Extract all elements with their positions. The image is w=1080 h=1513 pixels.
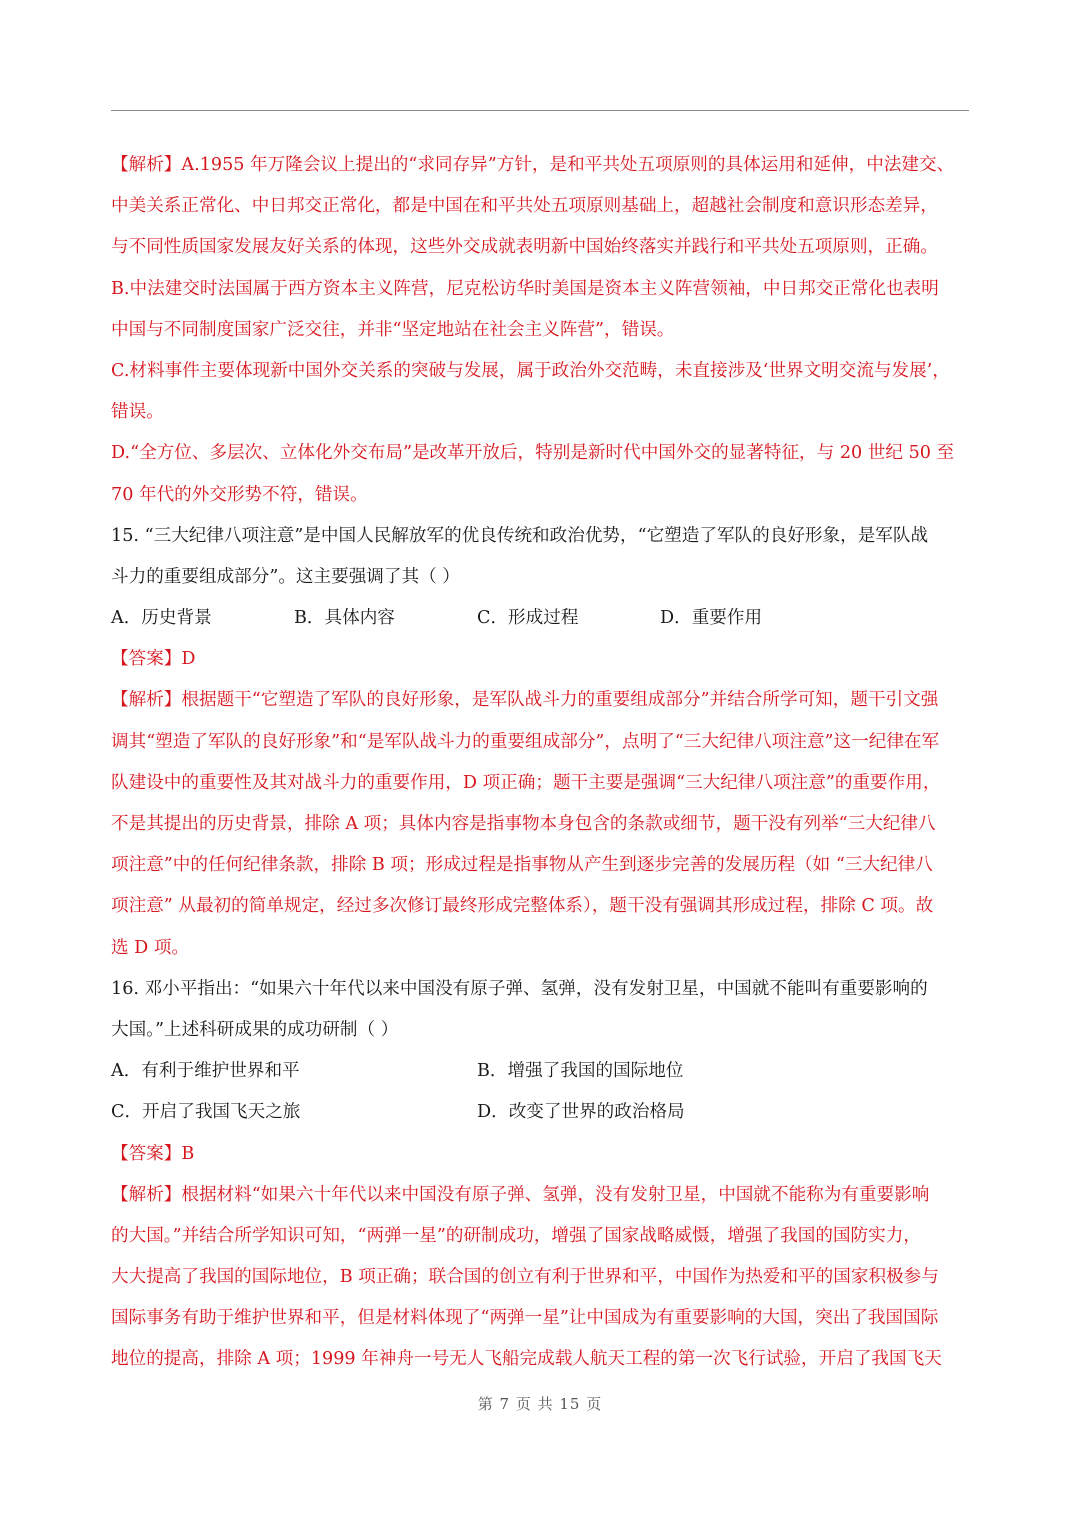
analysis-line: 【解析】根据题干“它塑造了军队的良好形象，是军队战斗力的重要组成部分”并结合所学可知，题干引文强 [111, 690, 939, 711]
analysis-tag: 【解析】 [111, 690, 182, 711]
page-content [111, 145, 971, 1381]
analysis-line: 【解析】根据材料“如果六十年代以来中国没有原子弹、氢弹，没有发射卫星，中国就不能称为有重要影响 [111, 1184, 930, 1205]
question-15-stem: 斗力的重要组成部分”。这主要强调了其（ ） [111, 566, 460, 587]
option-b: B．增强了我国的国际地位 [477, 1061, 684, 1082]
question-15-stem: 15. “三大纪律八项注意”是中国人民解放军的优良传统和政治优势，“它塑造了军队的良好形象，是军队战 [111, 525, 929, 546]
analysis-line: 错误。 [111, 402, 164, 423]
question-15-answer [111, 639, 971, 680]
answer-tag: 【答案】 [111, 1143, 182, 1164]
option-b: B．具体内容 [294, 608, 395, 629]
analysis-line: 【解析】A.1955 年万隆会议上提出的“求同存异”方针，是和平共处五项原则的具体运用和延伸，中法建交、 [111, 155, 955, 175]
analysis-line: 项注意”中的任何纪律条款，排除 B 项；形成过程是指事物从产生到逐步完善的发展历程（如 “三大纪律八 [111, 855, 933, 876]
header-rule [111, 110, 969, 111]
option-c: C．开启了我国飞天之旅 [111, 1102, 301, 1123]
option-a: A．历史背景 [111, 608, 212, 629]
option-d: D．重要作用 [660, 608, 763, 629]
analysis-line: B.中法建交时法国属于西方资本主义阵营，尼克松访华时美国是资本主义阵营领袖，中日邦交正常化也表明 [111, 278, 939, 299]
analysis-line: 项注意” 从最初的简单规定，经过多次修订最终形成完整体系），题干没有强调其形成过程，排除 C 项。故 [111, 896, 934, 917]
option-d: D．改变了世界的政治格局 [477, 1102, 685, 1123]
page-number-footer: 第 7 页 共 15 页 [477, 1395, 603, 1413]
question-16-answer [111, 1134, 971, 1175]
analysis-line: 中国与不同制度国家广泛交往，并非“坚定地站在社会主义阵营”，错误。 [111, 319, 675, 340]
analysis-line: 与不同性质国家发展友好关系的体现，这些外交成就表明新中国始终落实并践行和平共处五项原则，正确。 [111, 237, 938, 258]
analysis-tag: 【解析】 [111, 1184, 182, 1205]
option-c: C．形成过程 [477, 608, 579, 629]
analysis-tag: 【解析】 [111, 155, 182, 175]
answer-value: D [181, 649, 196, 670]
question-16-options [111, 1092, 971, 1133]
answer-value: B [181, 1143, 195, 1164]
analysis-line: D.“全方位、多层次、立体化外交布局”是改革开放后，特别是新时代中国外交的显著特征，与 20 世纪 50 至 [111, 443, 955, 464]
question-16-options [111, 1051, 971, 1092]
analysis-line: C.材料事件主要体现新中国外交关系的突破与发展，属于政治外交范畴，未直接涉及‘世界文明交流与发展’， [111, 360, 950, 381]
analysis-line: 选 D 项。 [111, 937, 190, 958]
option-a: A．有利于维护世界和平 [111, 1061, 300, 1082]
analysis-line: 大大提高了我国的国际地位，B 项正确；联合国的创立有利于世界和平，中国作为热爱和平的国家积极参与 [111, 1267, 939, 1288]
analysis-line: 队建设中的重要性及其对战斗力的重要作用，D 项正确；题干主要是强调“三大纪律八项注意”的重要作用， [111, 772, 941, 793]
analysis-line: 的大国。”并结合所学知识可知，“两弹一星”的研制成功，增强了国家战略威慑，增强了我国的国防实力， [111, 1225, 921, 1246]
answer-tag: 【答案】 [111, 649, 182, 670]
analysis-line: 不是其提出的历史背景，排除 A 项；具体内容是指事物本身包含的条款或细节，题干没有列举“三大纪律八 [111, 814, 936, 834]
analysis-line: 国际事务有助于维护世界和平，但是材料体现了“两弹一星”让中国成为有重要影响的大国，突出了我国国际 [111, 1308, 939, 1329]
analysis-line: 调其“塑造了军队的良好形象”和“是军队战斗力的重要组成部分”，点明了“三大纪律八项注意”这一纪律在军 [111, 731, 940, 752]
analysis-line: 70 年代的外交形势不符，错误。 [111, 484, 368, 505]
question-16-stem: 大国。”上述科研成果的成功研制（ ） [111, 1019, 399, 1040]
question-16-stem: 16. 邓小平指出：“如果六十年代以来中国没有原子弹、氢弹，没有发射卫星，中国就不能叫有重要影响的 [111, 978, 928, 999]
analysis-line: 中美关系正常化、中日邦交正常化，都是中国在和平共处五项原则基础上，超越社会制度和意识形态差异， [111, 196, 938, 217]
analysis-line: 地位的提高，排除 A 项；1999 年神舟一号无人飞船完成载人航天工程的第一次飞行试验，开启了我国飞天 [111, 1349, 942, 1370]
question-15-options [111, 598, 971, 639]
